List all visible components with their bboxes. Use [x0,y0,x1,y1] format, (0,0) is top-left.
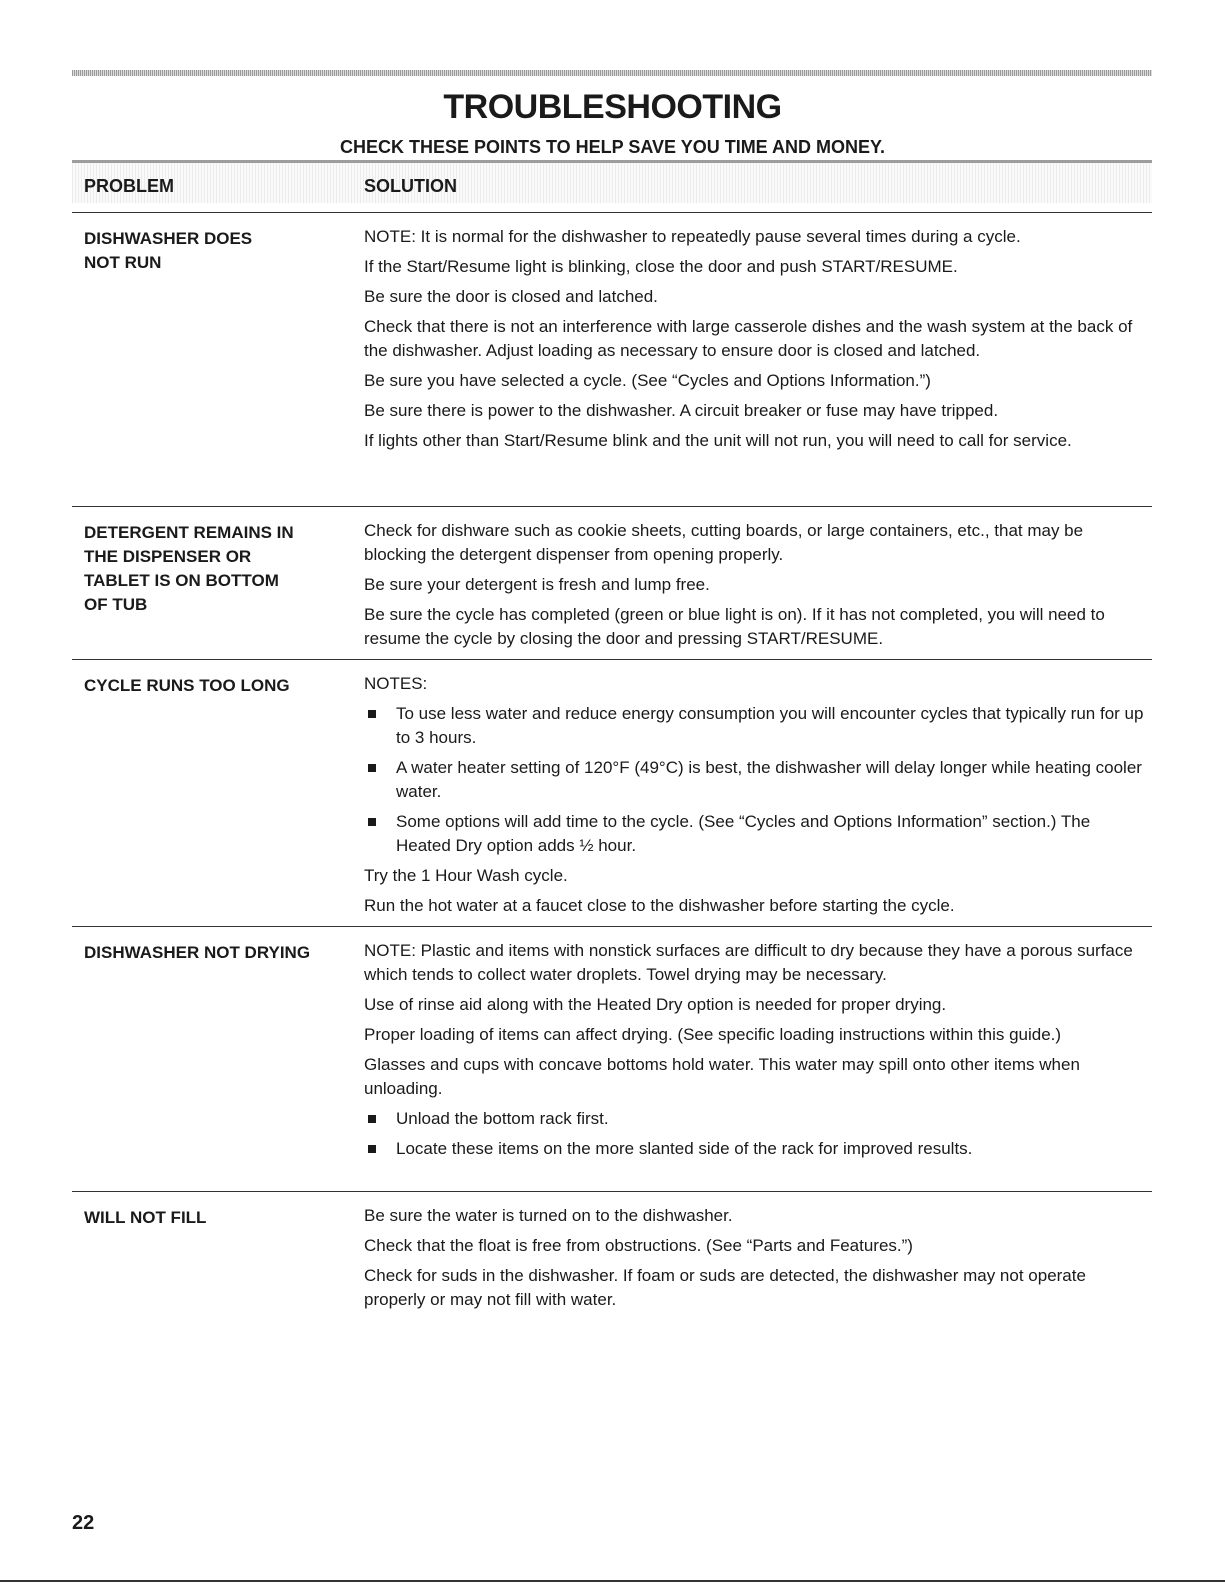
problem-line: TABLET IS ON BOTTOM [84,571,279,590]
solution-text: Proper loading of items can affect drying. (See specific loading instructions within this guide.) [364,1025,1062,1044]
solution-text: Check that the float is free from obstructions. (See “Parts and Features.”) [364,1236,913,1255]
square-bullet-icon [368,710,376,718]
solution-text: Be sure the door is closed and latched. [364,287,658,306]
problem-line: THE DISPENSER OR [84,547,252,566]
solution-text: Try the 1 Hour Wash cycle. [364,866,568,885]
problem-cell: CYCLE RUNS TOO LONG [84,676,290,695]
table-row [72,506,1152,657]
page-title: TROUBLESHOOTING [443,88,782,126]
solution-text: Glasses and cups with concave bottoms hold water. This water may spill onto other items when unloading. [364,1055,1080,1098]
square-bullet-icon [368,764,376,772]
table-row [72,212,1152,499]
problem-cell: DISHWASHER NOT DRYING [84,943,311,962]
bottom-rule [0,1580,1225,1582]
square-bullet-icon [368,1145,376,1153]
solution-text: Check that there is not an interference with large casserole dishes and the wash system at the back of the dishwasher. Adjust loading as necessary to ensure door is closed and latched. [364,317,1133,360]
problem-cell [84,227,349,275]
solution-text: Be sure your detergent is fresh and lump free. [364,575,710,594]
solution-text: If lights other than Start/Resume blink and the unit will not run, you will need to call for service. [364,431,1072,450]
solution-cell [364,1204,1144,1318]
solution-text: Be sure there is power to the dishwasher. A circuit breaker or fuse may have tripped. [364,401,999,420]
solution-text: If the Start/Resume light is blinking, close the door and push START/RESUME. [364,257,958,276]
page-subtitle: CHECK THESE POINTS TO HELP SAVE YOU TIME AND MONEY. [339,137,886,157]
solution-text: Be sure the cycle has completed (green or blue light is on). If it has not completed, you will need to resume the cycle by closing the door and pressing START/RESUME. [364,605,1105,648]
problem-line: DETERGENT REMAINS IN [84,523,294,542]
square-bullet-icon [368,818,376,826]
problem-column-header: PROBLEM [84,176,174,196]
bullet-list [364,1107,1144,1161]
table-row [72,1191,1152,1322]
problem-line: NOT RUN [84,253,162,272]
solution-text: Check for dishware such as cookie sheets, cutting boards, or large containers, etc., that may be blocking the detergent dispenser from opening properly. [364,521,1084,564]
solution-cell [364,672,1144,924]
page-number: 22 [72,1512,95,1534]
bullet-item: A water heater setting of 120°F (49°C) is best, the dishwasher will delay longer while heating cooler water. [364,756,1144,804]
solution-text: Check for suds in the dishwasher. If foam or suds are detected, the dishwasher may not operate properly or may not fill with water. [364,1266,1086,1309]
solution-text: Use of rinse aid along with the Heated Dry option is needed for proper drying. [364,995,947,1014]
solution-text: Be sure you have selected a cycle. (See “Cycles and Options Information.”) [364,371,931,390]
table-header-band [72,160,1152,203]
solution-text: Be sure the water is turned on to the dishwasher. [364,1206,733,1225]
problem-cell: WILL NOT FILL [84,1208,207,1227]
solution-text: NOTE: Plastic and items with nonstick surfaces are difficult to dry because they have a porous surface which tends to collect water droplets. Towel drying may be necessary. [364,941,1133,984]
problem-cell [84,521,349,617]
bullet-item: Locate these items on the more slanted side of the rack for improved results. [364,1137,1144,1161]
table-row [72,659,1152,930]
solution-text: Run the hot water at a faucet close to the dishwasher before starting the cycle. [364,896,955,915]
bullet-list [364,702,1144,858]
square-bullet-icon [368,1115,376,1123]
solution-text: NOTES: [364,674,428,693]
table-row [72,926,1152,1192]
solution-cell [364,225,1144,459]
bullet-item: To use less water and reduce energy consumption you will encounter cycles that typically run for up to 3 hours. [364,702,1144,750]
bullet-item: Some options will add time to the cycle. (See “Cycles and Options Information” section.) The Heated Dry option adds ½ hour. [364,810,1144,858]
solution-cell [364,939,1144,1167]
top-decorative-band [72,70,1152,76]
problem-line: DISHWASHER DOES [84,229,253,248]
bullet-item: Unload the bottom rack first. [364,1107,1144,1131]
solution-text: NOTE: It is normal for the dishwasher to repeatedly pause several times during a cycle. [364,227,1021,246]
problem-line: OF TUB [84,595,148,614]
solution-cell [364,519,1144,657]
solution-column-header: SOLUTION [364,176,457,196]
